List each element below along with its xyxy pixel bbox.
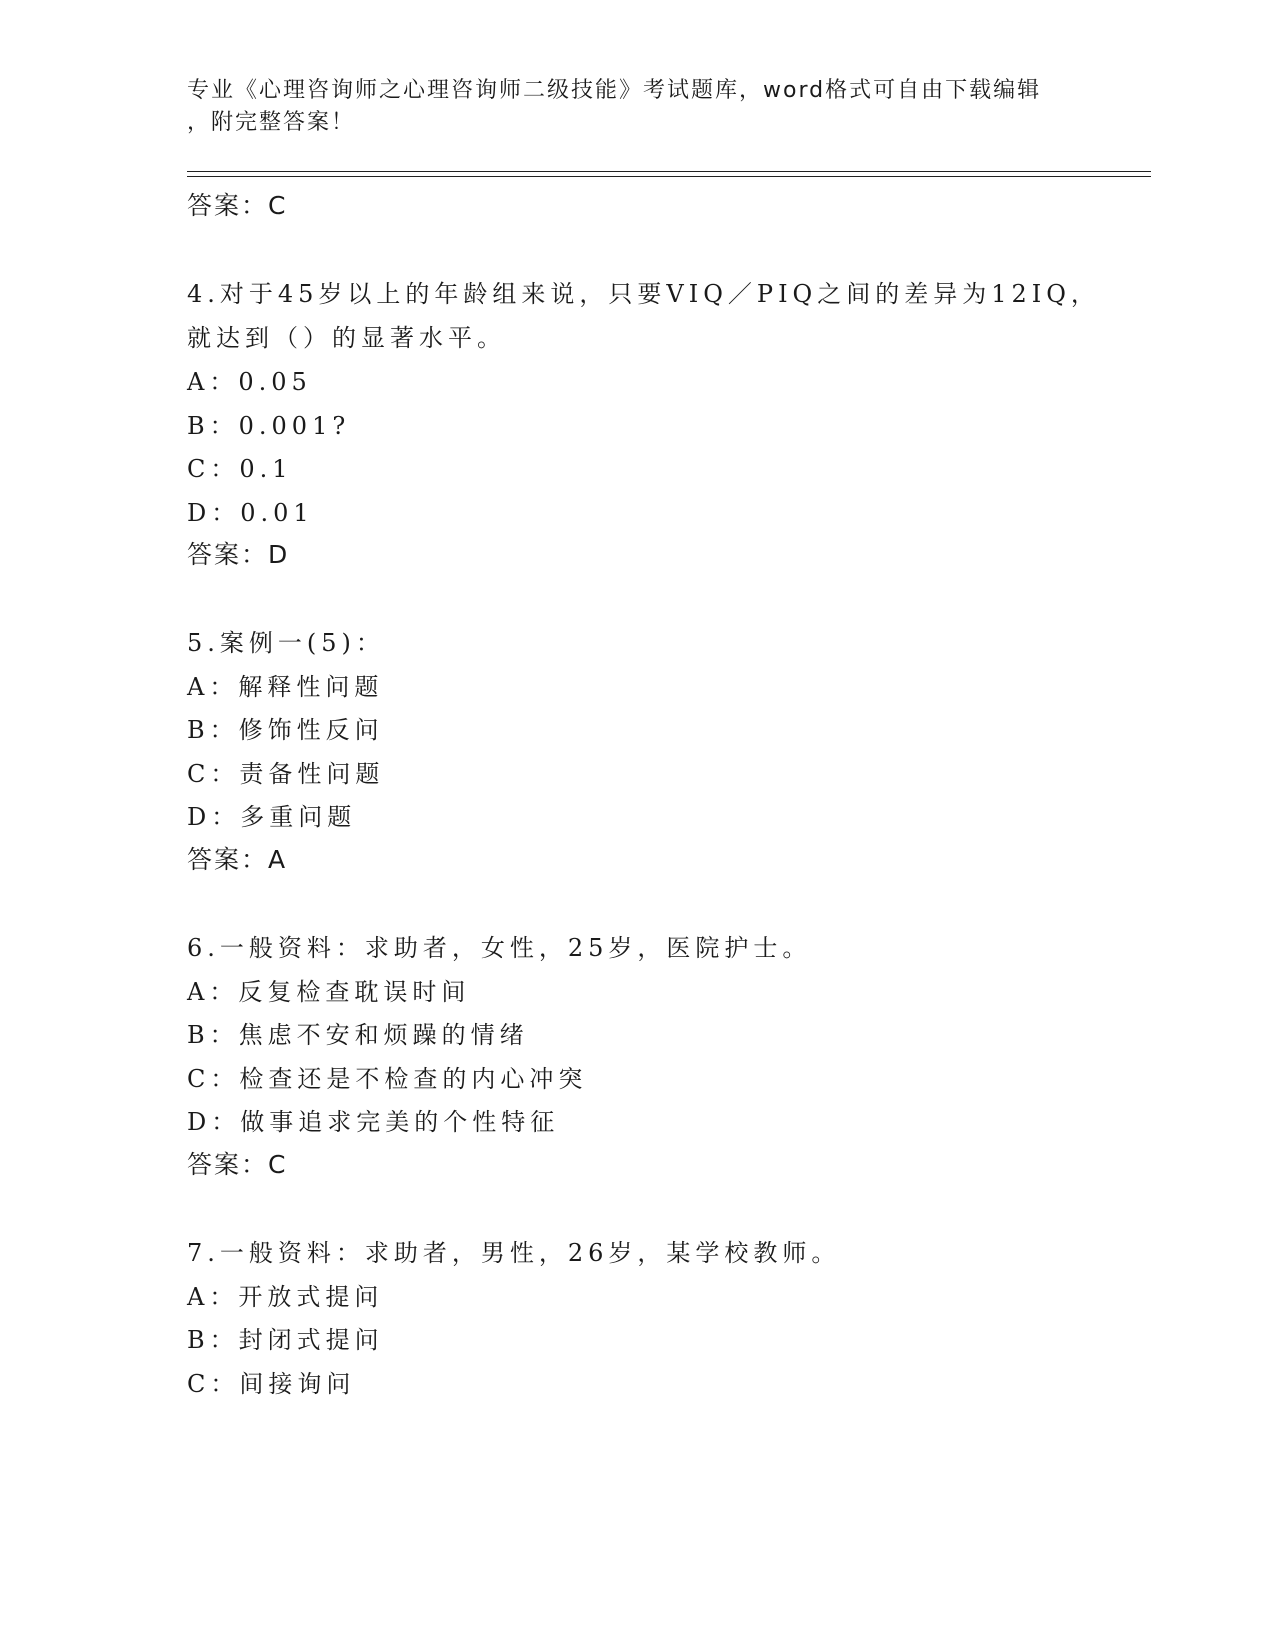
question-7-option-c: C：间接询问	[187, 1370, 356, 1398]
question-6-option-a: A：反复检查耽误时间	[187, 978, 471, 1006]
question-5-option-c: C：责备性问题	[187, 760, 385, 788]
header-rule-top	[187, 171, 1151, 172]
header-title-line1: 专业《心理咨询师之心理咨询师二级技能》考试题库，word格式可自由下载编辑	[187, 78, 1042, 103]
question-4-option-d: D：0.01	[187, 499, 314, 527]
header-rule-bottom	[187, 176, 1151, 177]
question-4-answer: 答案：D	[187, 540, 290, 569]
question-7-option-a: A：开放式提问	[187, 1283, 384, 1311]
question-5-option-a: A：解释性问题	[187, 673, 384, 701]
question-6-stem: 6.一般资料：求助者，女性，25岁，医院护士。	[187, 934, 812, 962]
question-6-option-b: B：焦虑不安和烦躁的情绪	[187, 1021, 529, 1049]
header-title-line2: ，附完整答案！	[187, 110, 356, 135]
question-5-option-b: B：修饰性反问	[187, 716, 384, 744]
answer-previous-question: 答案：C	[187, 191, 288, 220]
question-4-stem-line1: 4.对于45岁以上的年龄组来说，只要VIQ／PIQ之间的差异为12IQ，	[187, 280, 1100, 308]
question-5-option-d: D：多重问题	[187, 803, 357, 831]
question-4-option-b: B：0.001?	[187, 412, 351, 440]
question-7-option-b: B：封闭式提问	[187, 1326, 384, 1354]
question-4-option-a: A：0.05	[187, 368, 312, 396]
question-4-option-c: C：0.1	[187, 455, 293, 483]
question-6-answer: 答案：C	[187, 1150, 288, 1179]
question-6-option-c: C：检查还是不检查的内心冲突	[187, 1065, 588, 1093]
question-5-stem: 5.案例一(5)：	[187, 629, 385, 657]
question-6-option-d: D：做事追求完美的个性特征	[187, 1108, 560, 1136]
question-4-stem-line2: 就达到（）的显著水平。	[187, 324, 506, 352]
question-7-stem: 7.一般资料：求助者，男性，26岁，某学校教师。	[187, 1239, 841, 1267]
question-5-answer: 答案：A	[187, 845, 288, 874]
